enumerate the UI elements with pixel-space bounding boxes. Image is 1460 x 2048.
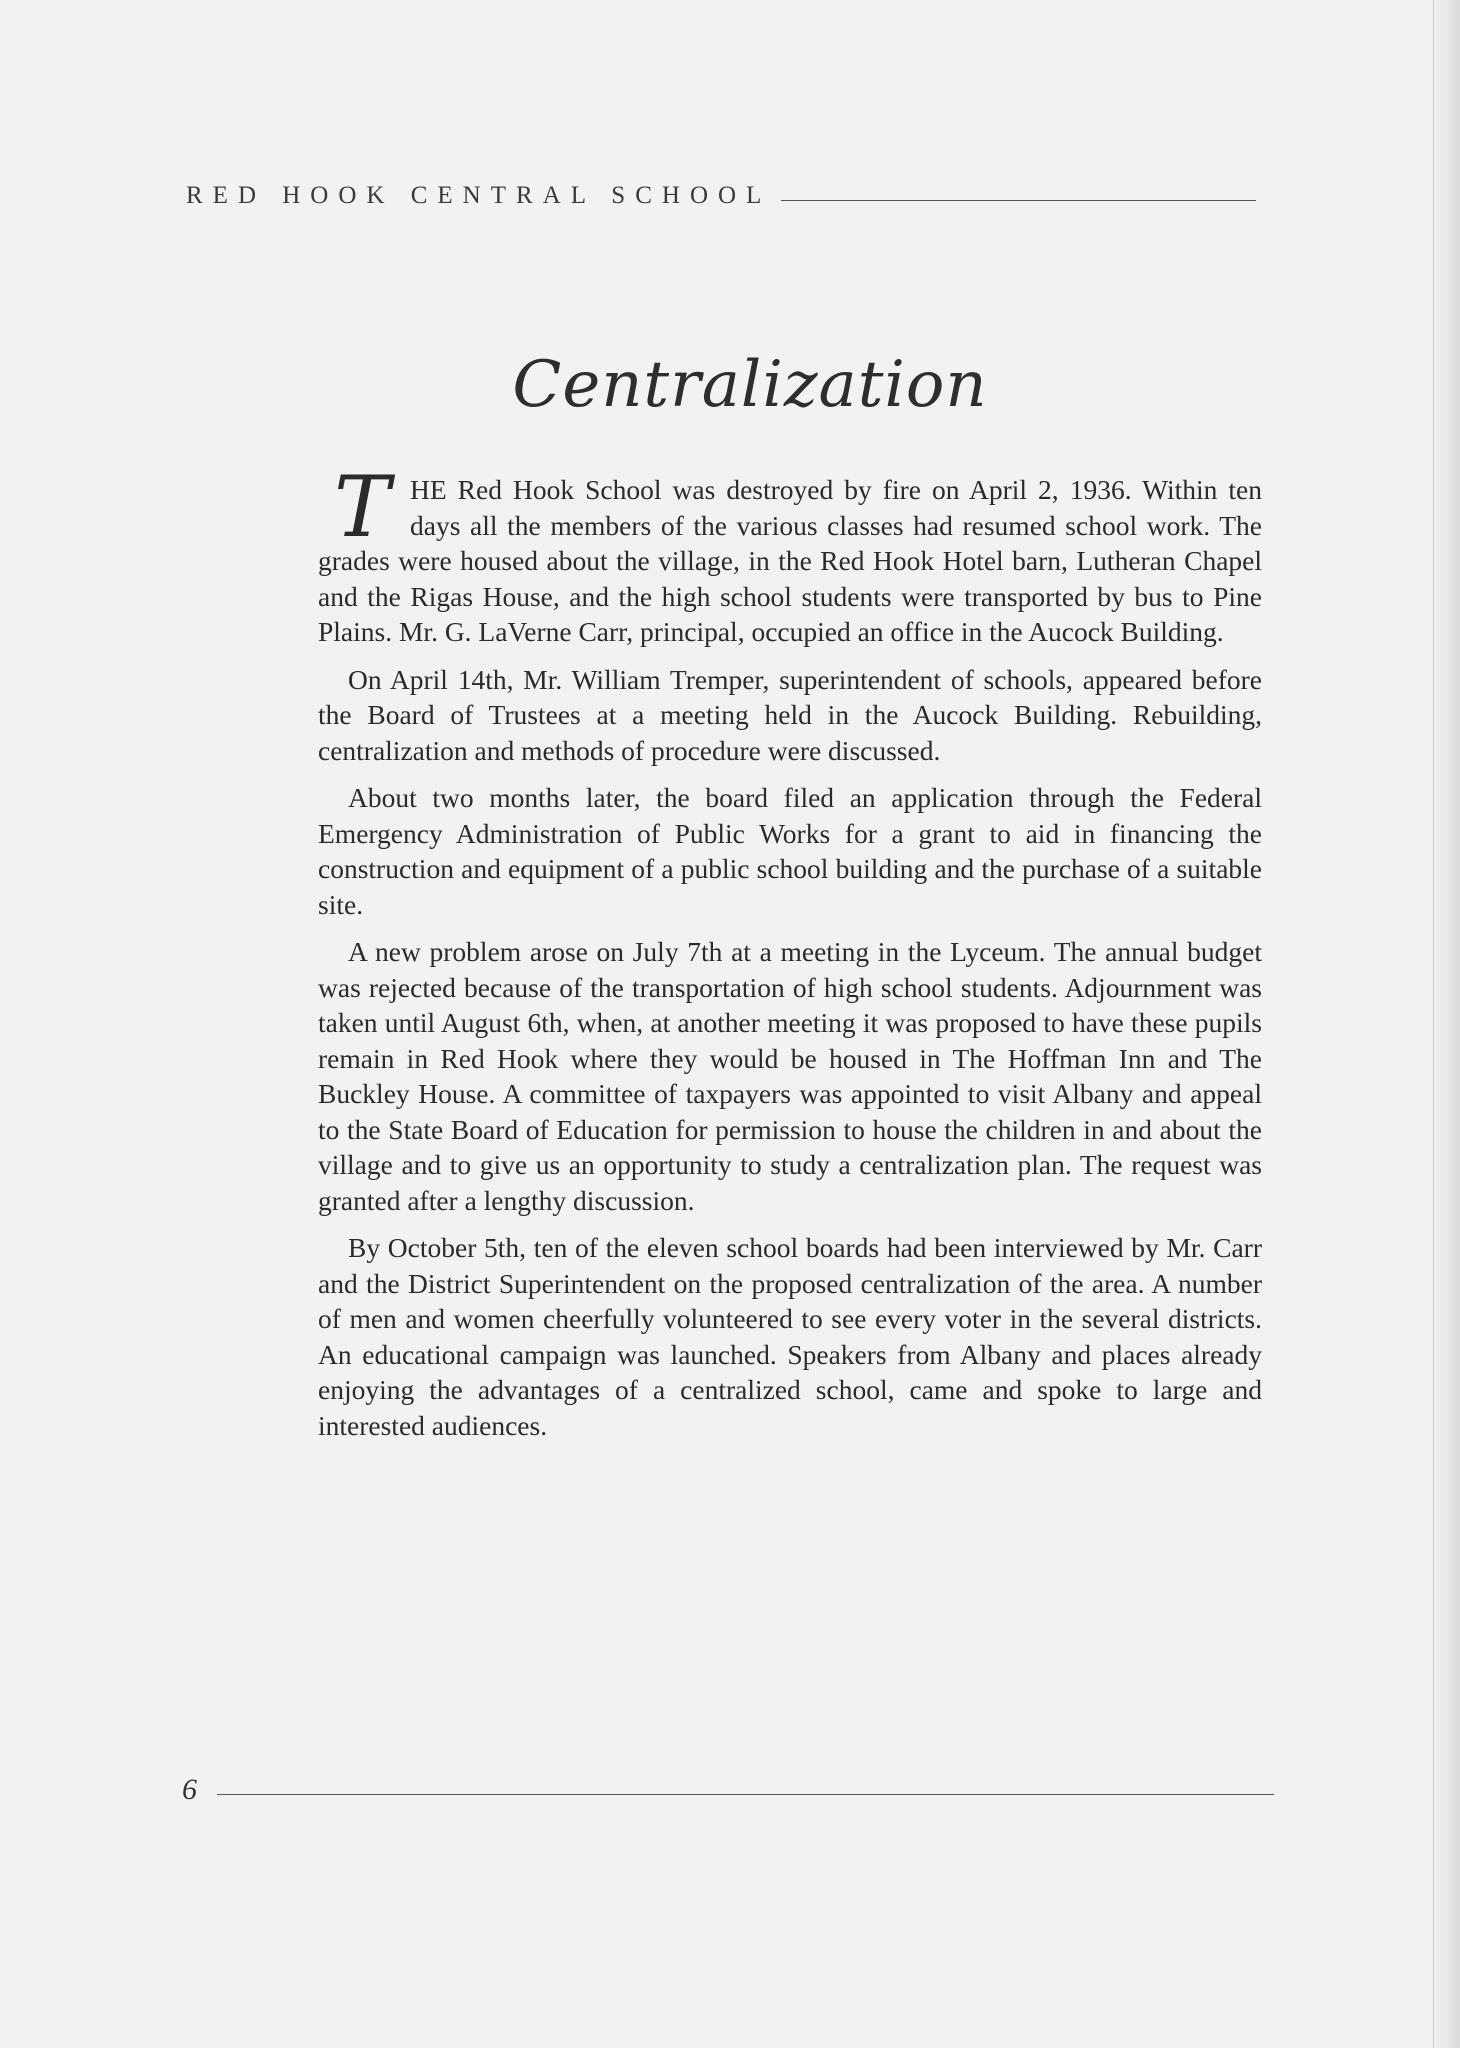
paragraph-1	[318, 458, 1262, 650]
chapter-title: Centralization	[512, 348, 988, 422]
article-body	[318, 458, 1262, 1455]
page-number: 6	[182, 1773, 197, 1806]
running-head	[186, 182, 1256, 210]
page-edge-line	[1433, 0, 1434, 2048]
paragraph-1-text: HE Red Hook School was destroyed by fire on April 2, 1936. Within ten days all the members of the various classes had resumed school work. The grades were housed about the village, in the Red Hook Hotel barn, Lutheran Chapel and the Rigas House, and the high school students were transported by bus to Pine Plains. Mr. G. LaVerne Carr, principal, occupied an office in the Aucock Building.	[318, 474, 1262, 647]
footer-rule	[217, 1794, 1274, 1795]
drop-cap: T	[333, 458, 391, 556]
page-edge-shadow	[1432, 0, 1460, 2048]
page-footer	[182, 1773, 1274, 1807]
running-head-rule	[781, 200, 1256, 201]
paragraph-3: About two months later, the board filed an application through the Federal Emergency Administration of Public Works for a grant to aid in financing the construction and equipment of a public school building and the purchase of a suitable site.	[318, 782, 1262, 920]
paragraph-5: By October 5th, ten of the eleven school boards had been interviewed by Mr. Carr and the District Superintendent on the proposed centralization of the area. A number of men and women cheerfully volunteered to see every voter in the several districts. An educational campaign was launched. Speakers from Albany and places already enjoying the advantages of a centralized school, came and spoke to large and interested audiences.	[318, 1232, 1262, 1441]
paragraph-2: On April 14th, Mr. William Tremper, superintendent of schools, appeared before the Board of Trustees at a meeting held in the Aucock Building. Rebuilding, centralization and methods of procedure were discussed.	[318, 663, 1262, 766]
running-head-text: RED HOOK CENTRAL SCHOOL	[186, 182, 772, 209]
paragraph-4: A new problem arose on July 7th at a meeting in the Lyceum. The annual budget was rejected because of the transportation of high school students. Adjournment was taken until August 6th, when, at another meeting it was proposed to have these pupils remain in Red Hook where they would be housed in The Hoffman Inn and The Buckley House. A committee of taxpayers was appointed to visit Albany and appeal to the State Board of Education for permission to house the children in and about the village and to give us an opportunity to study a centralization plan. The request was granted after a lengthy discussion.	[318, 936, 1262, 1216]
